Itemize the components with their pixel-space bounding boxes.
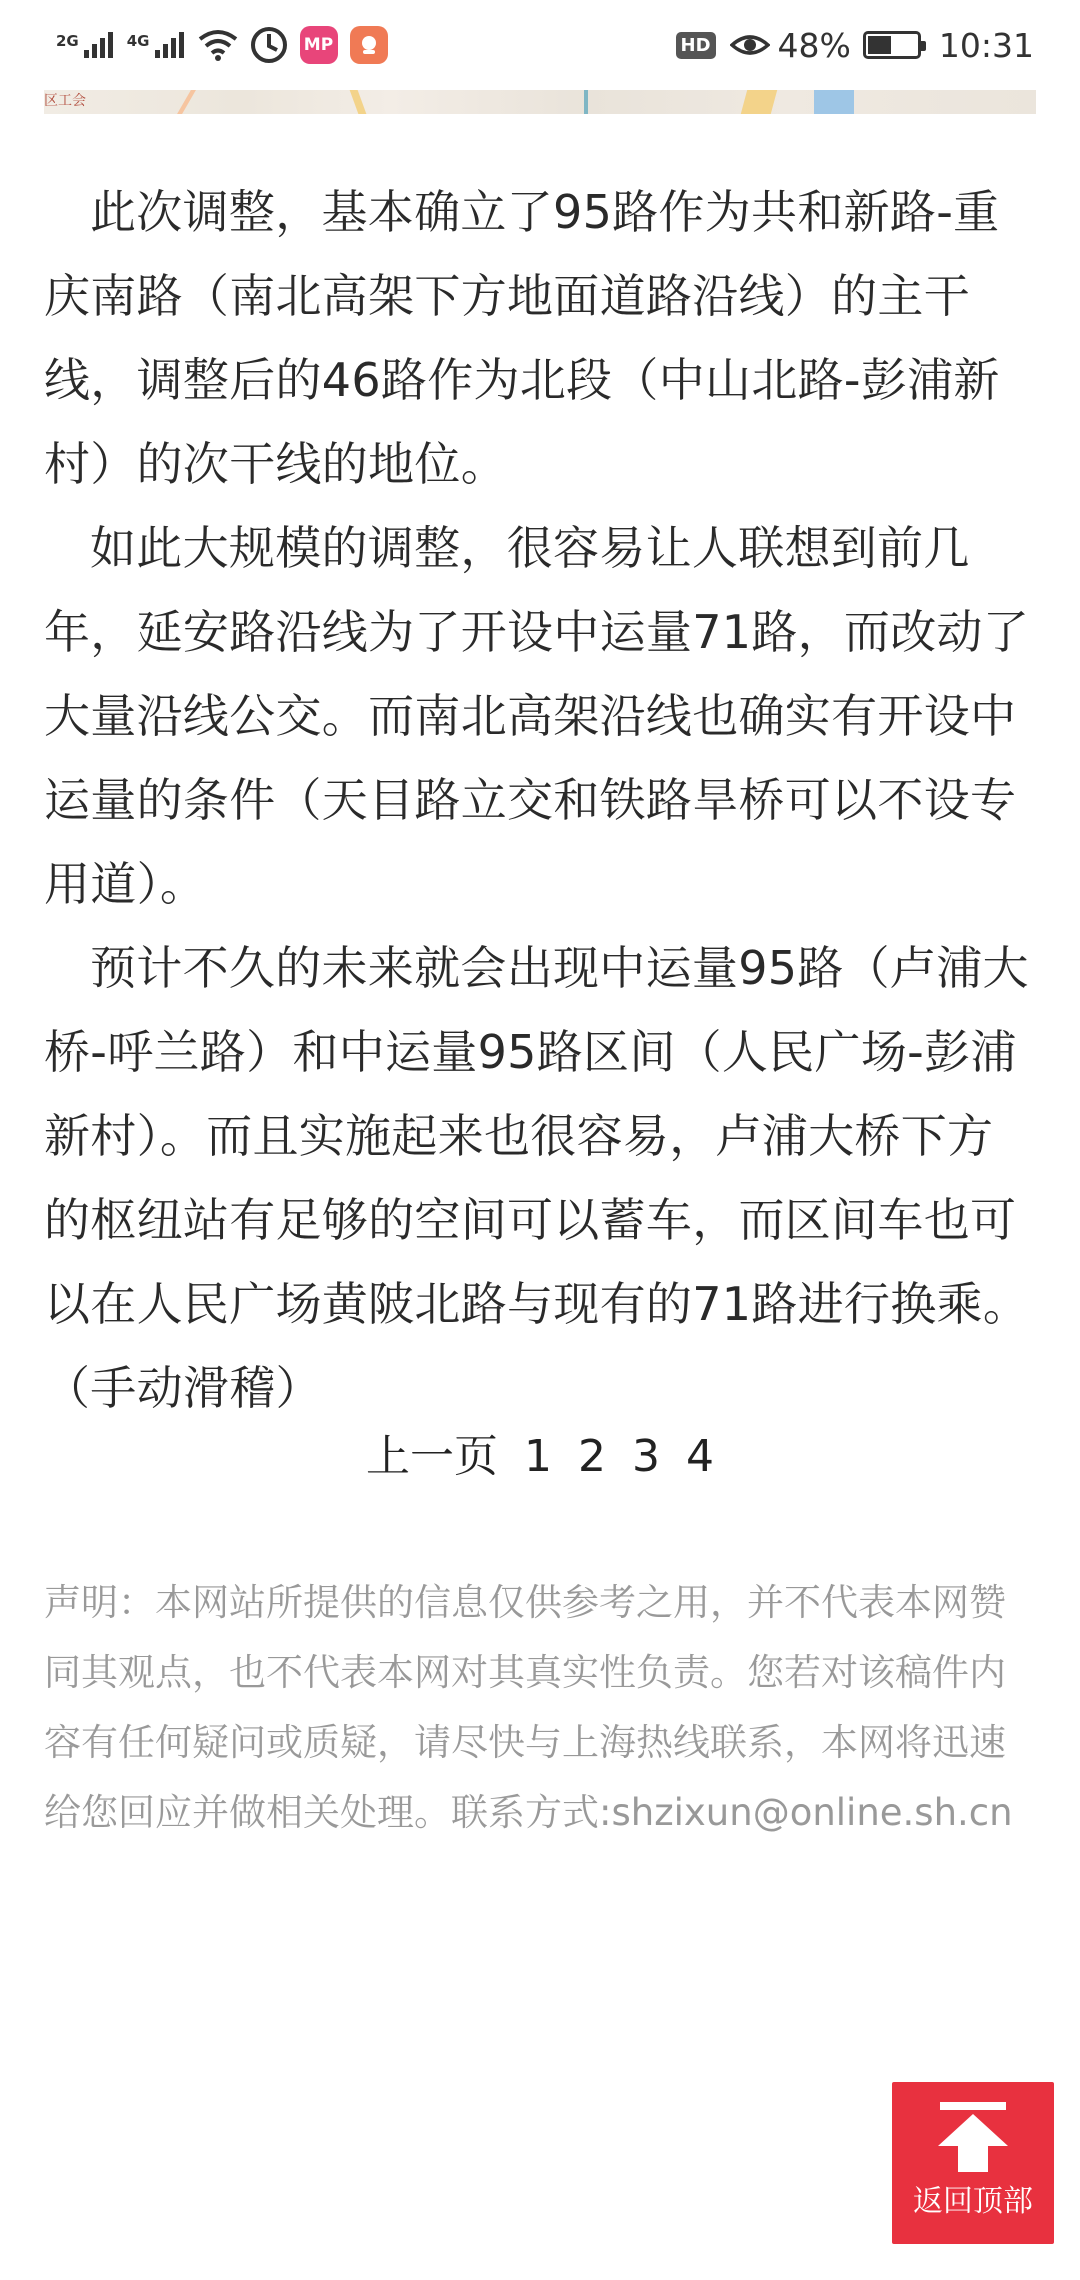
- map-label: 区工会: [44, 93, 86, 109]
- hd-voice-icon: HD: [676, 32, 716, 59]
- article-body: [44, 170, 1036, 1430]
- map-image[interactable]: [44, 90, 1036, 114]
- prev-page-link[interactable]: 上一页: [366, 1431, 498, 1482]
- article-paragraph: 预计不久的未来就会出现中运量95路（卢浦大桥-呼兰路）和中运量95路区间（人民广场-彭浦新村）。而且实施起来也很容易，卢浦大桥下方的枢纽站有足够的空间可以蓄车，而区间车也可以在人民广场黄陂北路与现有的71路进行换乘。（手动滑稽）: [44, 941, 1030, 1415]
- disclaimer-text: 声明：本网站所提供的信息仅供参考之用，并不代表本网赞同其观点，也不代表本网对其真实性负责。您若对该稿件内容有任何疑问或质疑，请尽快与上海热线联系，本网将迅速给您回应并做相关处理。联系方式:shzixun@online.sh.cn: [44, 1581, 1013, 1834]
- sim1-label: 2G: [56, 32, 79, 50]
- status-left: [56, 26, 400, 64]
- back-to-top-button[interactable]: [892, 2082, 1054, 2244]
- eye-comfort-icon: [730, 31, 770, 59]
- battery-fill: [868, 36, 891, 54]
- sim2-label: 4G: [126, 32, 150, 50]
- app-notification-mp-icon: MP: [300, 26, 338, 64]
- status-right: [676, 26, 1034, 65]
- back-to-top-label: 返回顶部: [913, 2184, 1033, 2219]
- status-bar: [0, 0, 1080, 90]
- article-paragraph: 如此大规模的调整，很容易让人联想到前几年，延安路沿线为了开设中运量71路，而改动了大量沿线公交。而南北高架沿线也确实有开设中运量的条件（天目路立交和铁路旱桥可以不设专用道）。: [44, 521, 1030, 911]
- signal-sim1-icon: [56, 32, 113, 58]
- article-paragraph: 此次调整，基本确立了95路作为共和新路-重庆南路（南北高架下方地面道路沿线）的主干线，调整后的46路作为北段（中山北路-彭浦新村）的次干线的地位。: [44, 185, 1000, 491]
- wifi-icon: [198, 29, 238, 61]
- battery-percentage: 48%: [777, 25, 851, 65]
- page-link-1[interactable]: 1: [524, 1431, 552, 1482]
- page-link-3[interactable]: 3: [632, 1431, 660, 1482]
- signal-sim2-icon: [127, 32, 184, 58]
- clock-time: 10:31: [938, 25, 1034, 65]
- battery-icon: [863, 31, 921, 59]
- data-saver-icon: [250, 26, 288, 64]
- pagination: [0, 1420, 1080, 1484]
- arrow-up-icon: [934, 2102, 1012, 2172]
- page-link-4[interactable]: 4: [686, 1431, 714, 1482]
- page-link-2[interactable]: 2: [578, 1431, 606, 1482]
- app-notification-icon: [350, 26, 388, 64]
